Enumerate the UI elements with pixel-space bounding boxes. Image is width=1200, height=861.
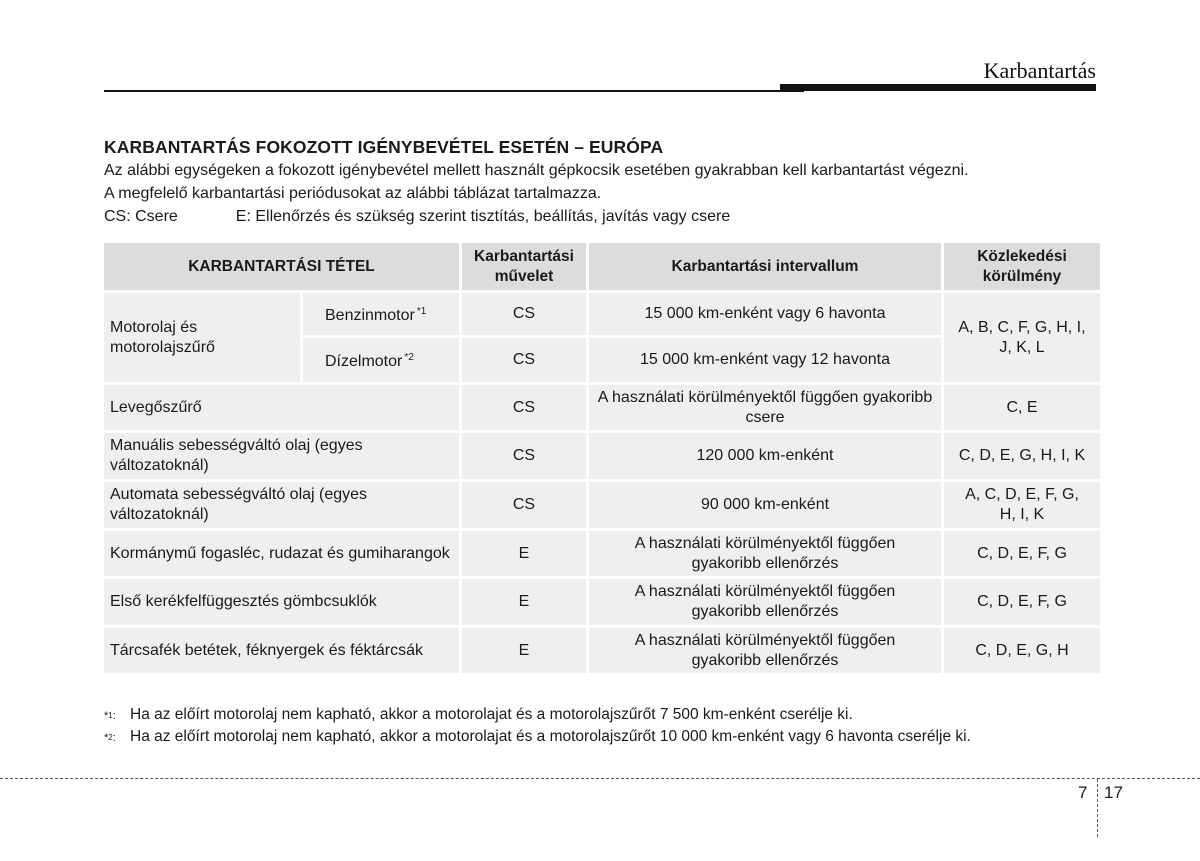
row-item: Manuális sebességváltó olaj (egyes változatoknál) [104, 433, 459, 479]
row-conditions: C, D, E, F, G [944, 579, 1100, 625]
oil-petrol-label [303, 293, 459, 335]
table-row [104, 531, 1100, 576]
header-conditions: Közlekedési körülmény [944, 243, 1100, 290]
footnote-marker [104, 732, 130, 744]
page-number: 17 [1104, 783, 1123, 802]
row-operation: E [462, 628, 586, 673]
row-operation: CS [462, 433, 586, 479]
oil-item: Motorolaj és motorolajszűrő [104, 293, 300, 382]
page-heading: KARBANTARTÁS FOKOZOTT IGÉNYBEVÉTEL ESETÉN – EURÓPA [104, 137, 664, 157]
legend-cs: CS: Csere [104, 208, 178, 225]
table-row [104, 433, 1100, 479]
row-operation: E [462, 579, 586, 625]
row-item: Automata sebességváltó olaj (egyes változatoknál) [104, 482, 459, 528]
page-number-divider [1097, 779, 1098, 837]
footnote-number: 2 [108, 733, 113, 742]
footnote-2 [104, 728, 971, 746]
row-interval: A használati körülményektől függően gyakoribb ellenőrzés [589, 628, 941, 673]
row-interval: A használati körülményektől függően gyakoribb ellenőrzés [589, 531, 941, 576]
row-conditions: C, D, E, G, H, I, K [944, 433, 1100, 479]
diesel-label: Dízelmotor [325, 353, 403, 370]
header-item: KARBANTARTÁSI TÉTEL [104, 243, 459, 290]
row-item: Tárcsafék betétek, féknyergek és féktárcsák [104, 628, 459, 673]
legend-line [104, 208, 730, 226]
table-row [104, 293, 1100, 335]
header-rule [104, 90, 804, 92]
footnote-marker [104, 710, 130, 722]
row-conditions: C, D, E, G, H [944, 628, 1100, 673]
footnote-1 [104, 706, 853, 724]
footnote-star: * [104, 732, 109, 744]
row-operation: E [462, 531, 586, 576]
row-interval: A használati körülményektől függően gyakoribb csere [589, 385, 941, 430]
header-operation: Karbantartási művelet [462, 243, 586, 290]
intro-line-1: Az alábbi egységeken a fokozott igénybevétel mellett használt gépkocsik esetében gyakrabban kell karbantartást végezni. [104, 162, 969, 179]
legend-e: E: Ellenőrzés és szükség szerint tisztítás, beállítás, javítás vagy csere [235, 208, 731, 225]
table-row [104, 482, 1100, 528]
section-title: Karbantartás [983, 58, 1096, 83]
footnote-star: * [104, 710, 109, 722]
footnote-text: Ha az előírt motorolaj nem kapható, akkor a motorolajat és a motorolajszűrőt 10 000 km-enként vagy 6 havonta cserélje ki. [130, 728, 971, 745]
row-item: Első kerékfelfüggesztés gömbcsuklók [104, 579, 459, 625]
row-interval: 120 000 km-enként [589, 433, 941, 479]
row-operation: CS [462, 385, 586, 430]
petrol-operation: CS [462, 293, 586, 335]
header-interval: Karbantartási intervallum [589, 243, 941, 290]
footnote-number: 1 [108, 711, 113, 720]
row-operation: CS [462, 482, 586, 528]
diesel-interval: 15 000 km-enként vagy 12 havonta [589, 338, 941, 382]
petrol-label: Benzinmotor [325, 307, 415, 324]
footnote-text: Ha az előírt motorolaj nem kapható, akkor a motorolajat és a motorolajszűrőt 7 500 km-enként cserélje ki. [130, 706, 853, 723]
petrol-interval: 15 000 km-enként vagy 6 havonta [589, 293, 941, 335]
maintenance-table [101, 240, 1103, 676]
row-interval: 90 000 km-enként [589, 482, 941, 528]
row-conditions: A, C, D, E, F, G, H, I, K [944, 482, 1100, 528]
chapter-number: 7 [1078, 783, 1088, 802]
petrol-note: *1 [416, 306, 427, 317]
diesel-operation: CS [462, 338, 586, 382]
table-row [104, 385, 1100, 430]
oil-diesel-label [303, 338, 459, 382]
row-item: Levegőszűrő [104, 385, 459, 430]
table-row [104, 628, 1100, 673]
diesel-note: *2 [404, 352, 414, 363]
table-row [104, 579, 1100, 625]
row-item: Kormánymű fogasléc, rudazat és gumiharangok [104, 531, 459, 576]
intro-line-2: A megfelelő karbantartási periódusokat az alábbi táblázat tartalmazza. [104, 185, 602, 202]
footnote-colon: : [112, 732, 116, 744]
oil-conditions: A, B, C, F, G, H, I, J, K, L [944, 293, 1100, 382]
row-interval: A használati körülményektől függően gyakoribb ellenőrzés [589, 579, 941, 625]
footer-divider [0, 778, 1200, 779]
row-conditions: C, E [944, 385, 1100, 430]
header-rule-accent [780, 84, 1096, 91]
row-conditions: C, D, E, F, G [944, 531, 1100, 576]
footnote-colon: : [112, 710, 116, 722]
